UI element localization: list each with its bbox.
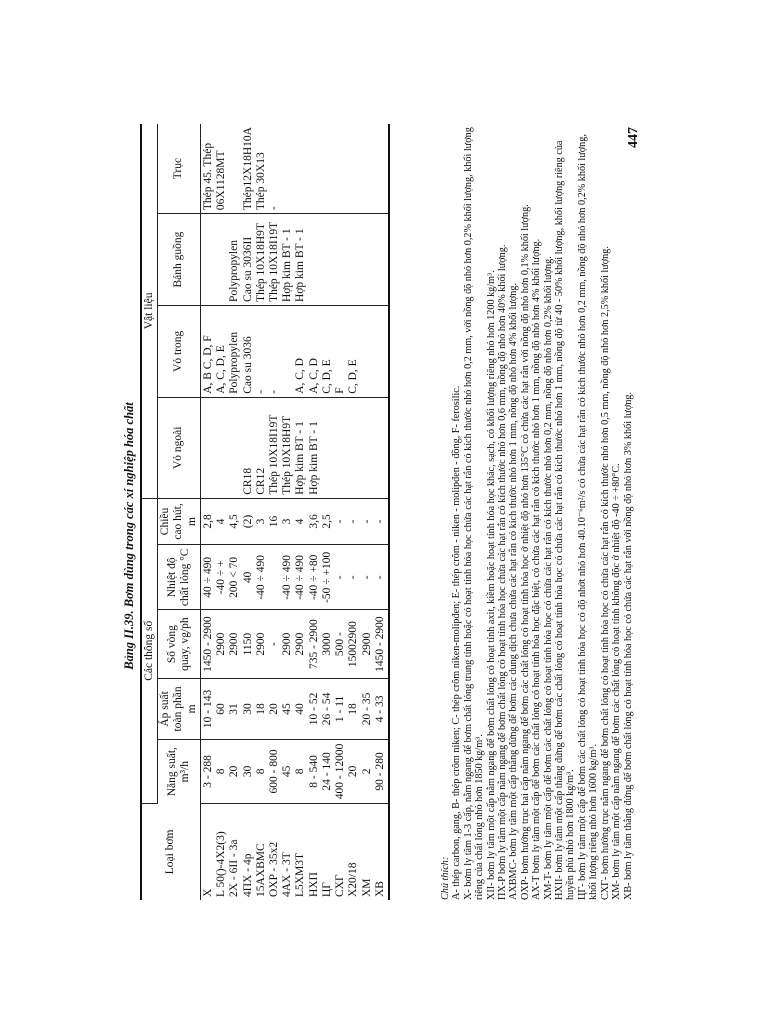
column-suction: 2,8 4 4,5 (2) 3 16 3 4 3,6 2,5 - - - - [200, 498, 389, 544]
column-capacity: 3 - 288 8 20 30 8 600 - 800 45 8 8 - 540 24 - 140 400 - 12000 20 2 90 - 280 [200, 740, 389, 804]
header-pressure: Áp suất toàn phần m [158, 678, 201, 739]
note-line: XII- bơm ly tâm một cấp nằm ngang để bơm chất lỏng có hoạt tính axit, kiềm hoặc hoạt tính hóa học khác, sạch, có khối lượng riêng nhỏ hơn 1200 kg/m³. [485, 270, 497, 900]
column-shaft: Thép 45. Thép 06X1128MT Thép12X18H10A Thép 30X13 - [200, 124, 389, 214]
column-pressure: 10 - 143 60 31 30 18 20 45 40 10 - 52 26 - 54 1 - 11 18 20 - 35 4 - 33 [200, 678, 389, 739]
note-line: XM- bơm ly tâm một cấp nằm ngang để bơm các chất lỏng có hoạt tính không độc ở nhiệt độ -40 ÷ +80°C. [611, 463, 623, 900]
header-outer-casing: Vỏ ngoài [158, 397, 201, 498]
column-temperature: 40 ÷ 490 -40 ÷ + 200 < 70 40 -40 ÷ 490 -40 ÷ 490 -40 ÷ 490 -40 ÷ +80 -50 ÷ +100 - - - - [200, 545, 389, 610]
header-materials-group: Vật liệu [141, 124, 158, 498]
note-line: XB- bơm ly tâm thẳng đứng để bơm chất lỏng có hoạt tính hóa học có chứa các hạt rắn với nồng độ nhỏ hơn 3% khối lượng. [622, 391, 634, 900]
note-line: AX-T bơm ly tâm một cấp để bơm các chất lỏng có hoạt tính hóa học đặc biệt, có chứa các hạt rắn có kích thước nhỏ hơn 1 mm, nồng độ nhỏ hơn 4% khối lượng. [531, 238, 543, 900]
header-rpm: Số vòng quay, vg/ph [158, 610, 201, 678]
header-inner-casing: Vỏ trong [158, 305, 201, 397]
note-line: ПX-P bơm ly tâm một cấp nằm ngang để bơm chất lỏng có hoạt tính hóa học chứa các hạt rắn có kích thước nhỏ hơn 0,6 mm, nồng độ nhỏ hơn 40% khối lượng. [497, 244, 509, 900]
note-line: HXII- bơm ly tâm một cấp thẳng đứng để bơm các chất lỏng có hoạt tính hóa học có chứa các hạt rắn có kích thước nhỏ hơn 1 mm, nồng độ từ 40 - 50% khối lượng, khối lượng riêng của huyền phù nhỏ hơn 1800 kg/m³. [554, 140, 577, 900]
notes-section [440, 120, 634, 900]
note-line: AXBMC- bơm ly tâm một cấp thẳng đứng để bơm các dung dịch chưa chứa các hạt rắn có kích thước nhỏ hơn 1 mm, nồng độ nhỏ hơn 4% khối lượng. [508, 282, 520, 900]
note-line: CXГ- bơm hướng trục nằm ngang để bơm chất lỏng có hoạt tính hóa học có chứa các hạt rắn có kích thước nhỏ hơn 0,5 mm, nồng độ nhỏ hơn 2,5% khối lượng. [599, 246, 611, 900]
pump-table [140, 124, 390, 900]
header-shaft: Trục [158, 124, 201, 214]
table-caption: Bảng II.39. Bơm dùng trong các xí nghiệp hóa chất [122, 402, 136, 670]
page-number: 447 [626, 127, 641, 148]
note-line: XM-T- bơm ly tâm một cấp để bơm các chất lỏng có hoạt tính hóa học có chứa các hạt rắn có kích thước nhỏ hơn 0,2 mm, nồng độ nhỏ hơn 0,2% khối lượng. [542, 256, 554, 900]
header-capacity: Năng suất, m³/h [158, 740, 201, 804]
header-impeller: Bánh guồng [158, 214, 201, 306]
header-temperature: Nhiệt độ chất lỏng °C [158, 545, 201, 610]
note-line: ЦГ- bơm ly tâm một cấp để bơm các chất lỏng có hoạt tính hóa học có độ nhớt nhỏ hơn 40.10⁻⁶m²/s có chứa các hạt rắn có kích thước nhỏ hơn 0,2 mm, nồng độ nhỏ hơn 0,2% khối lượng, khối lượng riêng nhỏ hơn 1600 kg/m³. [576, 134, 600, 900]
table-body-row [200, 124, 389, 900]
note-line: X- bơm ly tâm 1-3 cấp, nằm ngang để bơm chất lỏng trung tính hoặc có hoạt tính hóa học chứa các hạt rắn có kích thước nhỏ hơn 0,2 mm, với nồng độ nhỏ hơn 0,2% khối lượng, khối lượng riêng của chất lỏng nhỏ hơn 1850 kg/m³. [462, 127, 486, 900]
column-outer-casing: CR18 CR12 Thép 10X18I19T Thép 10X18H9T Hợp kim BT - 1 Hợp kim BT - 1 [200, 397, 389, 498]
column-inner-casing: A, B C, D, F A, C, D, E Polypropylen Cao su 3036 - - A, C, D A, C, D C, D, E F C, D, E [200, 305, 389, 397]
column-impeller: Polypropylen Cao su 3036II Thép 10X18H9T Thép 10X18I19T Hợp kim BT - 1 Hợp kim BT - 1 [200, 214, 389, 306]
column-rpm: 1450 - 2900 2900 2900 1150 2900 - 2900 2900 735 - 2900 3000 500 - 15002900 2900 1450 - 2900 [200, 610, 389, 678]
notes-title: Chú thích: [440, 856, 451, 900]
header-suction: Chiều cao hút, m [158, 498, 201, 544]
header-specs-group: Các thông số [141, 498, 158, 803]
note-line: OXP- bơm hướng trục hai cấp nằm ngang để bơm các chất lỏng có hoạt tính hóa học ở nhiệt độ nhỏ hơn 135°C có chứa các hạt rắn với nồng độ nhỏ hơn 0,1% khối lượng. [519, 204, 531, 900]
note-line: A- thép carbon, gang, B- thép crôm niken; C- thép crôm niken-molipđen; E- thép crôm - niken - molipđen - đồng, F- ferosilic. [451, 385, 463, 900]
header-pump-type: Loại bơm [141, 803, 200, 900]
column-pump-types: X L 50()-4X2(3) 2X - 6II - 3a 4ПX - 4p 15AXBMC OXP - 35x2 4AX - 3T L5XM3T HXП ЦГ CXГ X20/18 XM XB [200, 803, 389, 900]
